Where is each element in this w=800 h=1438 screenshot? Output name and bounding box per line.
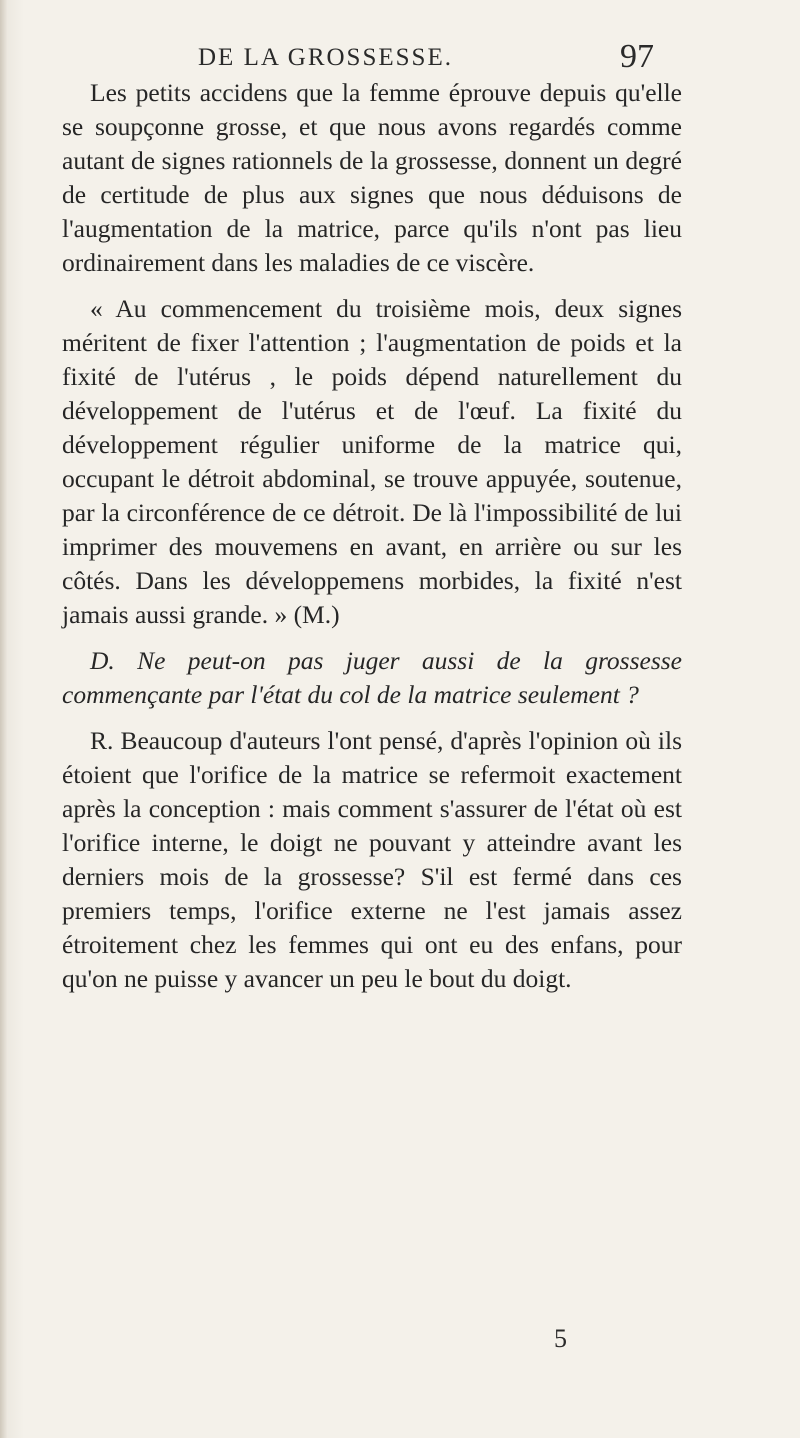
page-number: 97 xyxy=(620,38,654,75)
page-spine-edge xyxy=(0,0,8,1438)
paragraph-accidents: Les petits accidens que la femme éprouve depuis qu'elle se soupçonne grosse, et que nous avons regardés comme autant de signes rationnels de la grossesse, donnent un degré de certitude de plus aux signes que nous déduisons de l'augmentation de la matrice, parce qu'ils n'ont pas lieu ordinairement dans les maladies de ce viscère. xyxy=(62,78,682,277)
paragraph-response: R. Beaucoup d'auteurs l'ont pensé, d'après l'opinion où ils étoient que l'orifice de la matrice se refermoit exactement après la conception : mais comment s'assurer de l'état où est l'orifice interne, le doigt ne pouvant y atteindre avant les derniers mois de la grossesse? S'il est fermé dans ces premiers temps, l'orifice externe ne l'est jamais assez étroitement chez les femmes qui ont eu des enfans, pour qu'on ne puisse y avancer un peu le bout du doigt. xyxy=(62,726,682,993)
paragraph-question: D. Ne peut-on pas juger aussi de la grossesse commençante par l'état du col de la matrice seulement ? xyxy=(62,646,682,709)
body-text xyxy=(62,76,682,1008)
paragraph-third-month-quote: « Au commencement du troisième mois, deux signes méritent de fixer l'attention ; l'augmentation de poids et la fixité de l'utérus , le poids dépend naturellement du développement de l'utérus et de l'œuf. La fixité du développement régulier uniforme de la matrice qui, occupant le détroit abdominal, se trouve appuyée, soutenue, par la circonférence de ce détroit. De là l'impossibilité de lui imprimer des mouvemens en avant, en arrière ou sur les côtés. Dans les développemens morbides, la fixité n'est jamais aussi grande. » (M.) xyxy=(62,294,682,629)
running-head xyxy=(150,38,670,78)
signature-mark: 5 xyxy=(554,1324,567,1353)
running-title: DE LA GROSSESSE. xyxy=(198,44,453,71)
